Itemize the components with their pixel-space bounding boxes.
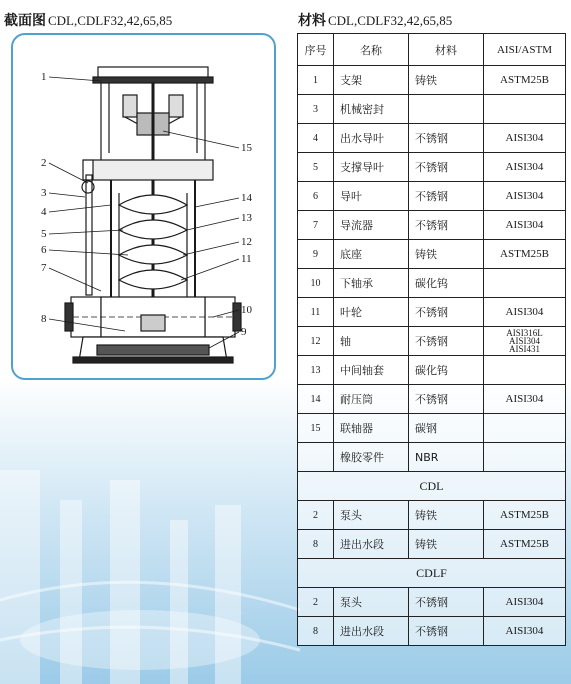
cell-no: 14 <box>298 385 334 414</box>
callout-14: 14 <box>241 192 252 204</box>
cell-name: 下轴承 <box>334 269 409 298</box>
cell-material: 不锈钢 <box>409 588 484 617</box>
cell-material: 碳化钨 <box>409 269 484 298</box>
cell-no: 12 <box>298 327 334 356</box>
callout-4: 4 <box>41 206 47 218</box>
cell-material: 铸铁 <box>409 240 484 269</box>
table-row <box>298 95 566 124</box>
table-row <box>298 66 566 95</box>
callout-8: 8 <box>41 313 47 325</box>
callout-12: 12 <box>241 236 252 248</box>
section-heading-materials <box>298 10 452 30</box>
cell-material: 铸铁 <box>409 501 484 530</box>
cell-material: 铸铁 <box>409 530 484 559</box>
cell-aisi-multi <box>484 327 566 356</box>
section-title-cdl: CDL <box>298 472 566 501</box>
cell-name: 进出水段 <box>334 617 409 646</box>
section-row-cdlf <box>298 559 566 588</box>
cell-name: 底座 <box>334 240 409 269</box>
cell-material: 碳化钨 <box>409 356 484 385</box>
cell-aisi <box>484 269 566 298</box>
heading-models: CDL,CDLF32,42,65,85 <box>48 13 173 28</box>
heading-models: CDL,CDLF32,42,65,85 <box>328 13 453 28</box>
cell-no: 4 <box>298 124 334 153</box>
cell-material: NBR <box>409 443 484 472</box>
cell-name: 支架 <box>334 66 409 95</box>
cell-no: 6 <box>298 182 334 211</box>
heading-label: 材料 <box>298 13 326 29</box>
callout-2: 2 <box>41 157 47 169</box>
cell-no: 2 <box>298 501 334 530</box>
cell-material: 不锈钢 <box>409 327 484 356</box>
table-row <box>298 240 566 269</box>
cell-aisi: AISI304 <box>484 124 566 153</box>
callout-5: 5 <box>41 228 47 240</box>
cell-no <box>298 443 334 472</box>
table-row <box>298 617 566 646</box>
pump-cross-section-diagram <box>11 33 276 380</box>
cell-name: 出水导叶 <box>334 124 409 153</box>
cell-material: 碳钢 <box>409 414 484 443</box>
cell-no: 2 <box>298 588 334 617</box>
table-row <box>298 153 566 182</box>
header-no: 序号 <box>298 34 334 66</box>
cell-no: 8 <box>298 530 334 559</box>
cell-no: 9 <box>298 240 334 269</box>
cell-no: 3 <box>298 95 334 124</box>
cell-material: 铸铁 <box>409 66 484 95</box>
table-row <box>298 501 566 530</box>
table-row <box>298 327 566 356</box>
cell-material: 不锈钢 <box>409 211 484 240</box>
cell-no: 5 <box>298 153 334 182</box>
section-heading-cross-section <box>4 10 172 30</box>
cell-name: 泵头 <box>334 588 409 617</box>
cell-no: 8 <box>298 617 334 646</box>
table-header-row <box>298 34 566 66</box>
cell-no: 10 <box>298 269 334 298</box>
pump-drawing <box>13 35 274 378</box>
cell-name: 导流器 <box>334 211 409 240</box>
cell-aisi <box>484 443 566 472</box>
header-material: 材料 <box>409 34 484 66</box>
cell-material: 不锈钢 <box>409 153 484 182</box>
cell-name: 泵头 <box>334 501 409 530</box>
callout-15: 15 <box>241 142 252 154</box>
table-row <box>298 530 566 559</box>
cell-name: 橡胶零件 <box>334 443 409 472</box>
callout-1: 1 <box>41 71 47 83</box>
cell-no: 1 <box>298 66 334 95</box>
cell-name: 进出水段 <box>334 530 409 559</box>
cell-no: 13 <box>298 356 334 385</box>
cell-aisi <box>484 414 566 443</box>
section-title-cdlf: CDLF <box>298 559 566 588</box>
cell-material <box>409 95 484 124</box>
cell-name: 机械密封 <box>334 95 409 124</box>
materials-table <box>297 33 565 646</box>
cell-aisi: AISI304 <box>484 385 566 414</box>
table-row <box>298 414 566 443</box>
cell-material: 不锈钢 <box>409 385 484 414</box>
cell-aisi: AISI304 <box>484 153 566 182</box>
cell-no: 15 <box>298 414 334 443</box>
section-row-cdl <box>298 472 566 501</box>
table-row <box>298 269 566 298</box>
cell-aisi: AISI304 <box>484 182 566 211</box>
cell-aisi: AISI304 <box>484 617 566 646</box>
cell-no: 11 <box>298 298 334 327</box>
table-row <box>298 298 566 327</box>
cell-name: 联轴器 <box>334 414 409 443</box>
cell-aisi: ASTM25B <box>484 530 566 559</box>
cell-name: 导叶 <box>334 182 409 211</box>
callout-10: 10 <box>241 304 252 316</box>
cell-aisi: AISI304 <box>484 298 566 327</box>
table-row <box>298 443 566 472</box>
table-row <box>298 385 566 414</box>
cell-aisi: ASTM25B <box>484 240 566 269</box>
cell-name: 耐压筒 <box>334 385 409 414</box>
header-name: 名称 <box>334 34 409 66</box>
callout-9: 9 <box>241 326 247 338</box>
cell-aisi <box>484 356 566 385</box>
cell-aisi: ASTM25B <box>484 66 566 95</box>
callout-11: 11 <box>241 253 252 265</box>
table-row <box>298 124 566 153</box>
cell-material: 不锈钢 <box>409 617 484 646</box>
callout-3: 3 <box>41 187 47 199</box>
cell-name: 中间轴套 <box>334 356 409 385</box>
table-row <box>298 211 566 240</box>
cell-material: 不锈钢 <box>409 182 484 211</box>
table-row <box>298 182 566 211</box>
header-aisi: AISI/ASTM <box>484 34 566 66</box>
cell-aisi: ASTM25B <box>484 501 566 530</box>
materials-grid <box>297 33 566 646</box>
cell-name: 支撑导叶 <box>334 153 409 182</box>
cell-name: 叶轮 <box>334 298 409 327</box>
aisi-line: AISI316L <box>506 328 543 338</box>
heading-label: 截面图 <box>4 13 46 29</box>
callout-7: 7 <box>41 262 47 274</box>
table-row <box>298 356 566 385</box>
cell-no: 7 <box>298 211 334 240</box>
cell-name: 轴 <box>334 327 409 356</box>
cell-aisi <box>484 95 566 124</box>
aisi-line: AISI431 <box>509 344 540 354</box>
cell-material: 不锈钢 <box>409 124 484 153</box>
cell-aisi: AISI304 <box>484 211 566 240</box>
callout-6: 6 <box>41 244 47 256</box>
cell-aisi: AISI304 <box>484 588 566 617</box>
table-row <box>298 588 566 617</box>
cell-material: 不锈钢 <box>409 298 484 327</box>
aisi-line: AISI304 <box>509 336 540 346</box>
callout-13: 13 <box>241 212 252 224</box>
